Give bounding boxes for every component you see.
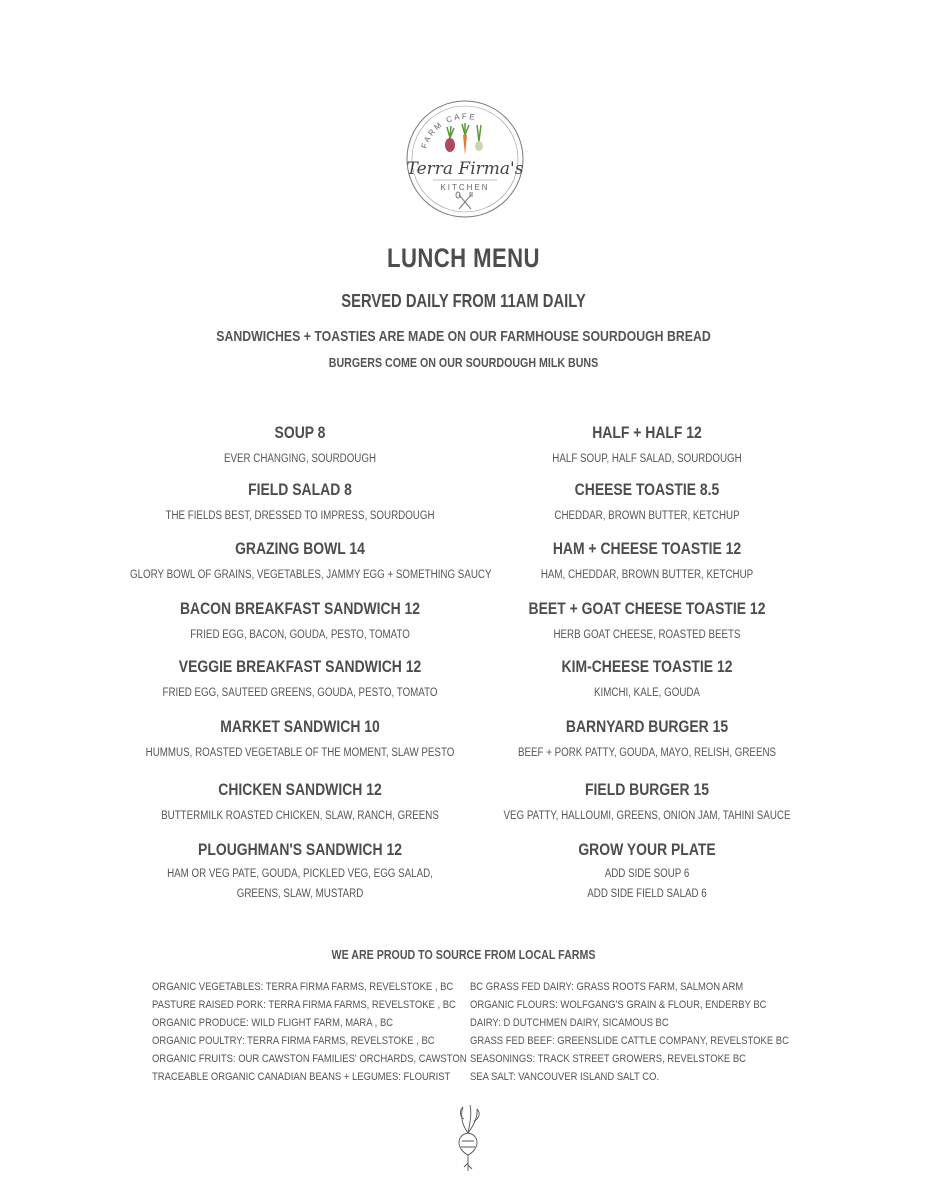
sourcing-line: SEA SALT: VANCOUVER ISLAND SALT CO. bbox=[470, 1071, 660, 1083]
menu-title: LUNCH MENU bbox=[387, 243, 540, 273]
logo-script-text: Terra Firma's bbox=[406, 159, 524, 179]
item-name: GROW YOUR PLATE bbox=[578, 840, 716, 859]
item-desc: HALF SOUP, HALF SALAD, SOURDOUGH bbox=[552, 453, 742, 465]
menu-item-beet-goat-cheese-toastie bbox=[447, 599, 847, 645]
item-desc-line2: GREENS, SLAW, MUSTARD bbox=[236, 888, 364, 900]
sourcing-line: ORGANIC FLOURS: WOLFGANG'S GRAIN & FLOUR, ENDERBY BC bbox=[470, 999, 767, 1011]
menu-item-chicken-sandwich bbox=[100, 780, 500, 826]
sourcing-line: DAIRY: D DUTCHMEN DAIRY, SICAMOUS BC bbox=[470, 1017, 669, 1029]
menu-item-kim-cheese-toastie bbox=[447, 657, 847, 703]
item-name: KIM-CHEESE TOASTIE 12 bbox=[561, 657, 733, 676]
sourcing-line: BC GRASS FED DAIRY: GRASS ROOTS FARM, SALMON ARM bbox=[470, 981, 744, 993]
item-name: FIELD SALAD 8 bbox=[248, 480, 352, 499]
crossed-fork-spoon-icon bbox=[456, 192, 472, 209]
sourcing-line: SEASONINGS: TRACK STREET GROWERS, REVELSTOKE BC bbox=[470, 1053, 746, 1065]
item-name: SOUP 8 bbox=[274, 423, 326, 442]
item-desc: CHEDDAR, BROWN BUTTER, KETCHUP bbox=[554, 510, 740, 522]
item-desc: HUMMUS, ROASTED VEGETABLE OF THE MOMENT, SLAW PESTO bbox=[145, 747, 455, 759]
menu-subtitle: SERVED DAILY FROM 11AM DAILY bbox=[341, 291, 586, 311]
item-name: CHEESE TOASTIE 8.5 bbox=[574, 480, 720, 499]
menu-item-ham-cheese-toastie bbox=[447, 539, 847, 585]
item-desc: HAM OR VEG PATE, GOUDA, PICKLED VEG, EGG SALAD, bbox=[167, 868, 433, 880]
beet-icon bbox=[448, 1103, 488, 1173]
item-name: BEET + GOAT CHEESE TOASTIE 12 bbox=[528, 599, 766, 618]
item-desc: FRIED EGG, SAUTEED GREENS, GOUDA, PESTO, TOMATO bbox=[162, 687, 438, 699]
menu-item-half-and-half bbox=[447, 423, 847, 469]
menu-item-soup bbox=[100, 423, 500, 469]
sourcing-line: ORGANIC POULTRY: TERRA FIRMA FARMS, REVELSTOKE , BC bbox=[152, 1035, 435, 1047]
item-name: FIELD BURGER 15 bbox=[585, 780, 709, 799]
item-name: BARNYARD BURGER 15 bbox=[565, 717, 729, 736]
menu-item-grow-your-plate bbox=[447, 840, 847, 904]
item-desc: HAM, CHEDDAR, BROWN BUTTER, KETCHUP bbox=[540, 569, 754, 581]
bread-note: SANDWICHES + TOASTIES ARE MADE ON OUR FARMHOUSE SOURDOUGH BREAD bbox=[216, 328, 711, 345]
sourcing-list-left bbox=[152, 978, 518, 1086]
item-desc: THE FIELDS BEST, DRESSED TO IMPRESS, SOURDOUGH bbox=[165, 510, 435, 522]
sourcing-line: ORGANIC PRODUCE: WILD FLIGHT FARM, MARA , BC bbox=[152, 1017, 394, 1029]
item-name: VEGGIE BREAKFAST SANDWICH 12 bbox=[178, 657, 422, 676]
menu-item-bacon-breakfast-sandwich bbox=[100, 599, 500, 645]
item-desc: ADD SIDE SOUP 6 bbox=[604, 868, 690, 880]
menu-item-ploughmans-sandwich bbox=[100, 840, 500, 904]
logo-bottom-text: KITCHEN bbox=[440, 183, 490, 192]
sourcing-line: TRACEABLE ORGANIC CANADIAN BEANS + LEGUMES: FLOURIST bbox=[152, 1071, 451, 1083]
item-name: PLOUGHMAN'S SANDWICH 12 bbox=[198, 840, 402, 859]
item-desc: BUTTERMILK ROASTED CHICKEN, SLAW, RANCH, GREENS bbox=[161, 810, 439, 822]
item-name: GRAZING BOWL 14 bbox=[235, 539, 365, 558]
sourcing-list-right bbox=[470, 978, 841, 1086]
sourcing-line: ORGANIC VEGETABLES: TERRA FIRMA FARMS, REVELSTOKE , BC bbox=[152, 981, 454, 993]
item-desc: KIMCHI, KALE, GOUDA bbox=[594, 687, 700, 699]
item-name: HAM + CHEESE TOASTIE 12 bbox=[552, 539, 742, 558]
item-desc: FRIED EGG, BACON, GOUDA, PESTO, TOMATO bbox=[190, 629, 410, 641]
item-name: CHICKEN SANDWICH 12 bbox=[218, 780, 382, 799]
menu-item-barnyard-burger bbox=[447, 717, 847, 763]
menu-item-field-burger bbox=[447, 780, 847, 826]
sourcing-line: ORGANIC FRUITS: OUR CAWSTON FAMILIES' ORCHARDS, CAWSTON bbox=[152, 1053, 467, 1065]
logo-top-text: FARM CAFE bbox=[419, 111, 478, 150]
menu-item-field-salad bbox=[100, 480, 500, 526]
item-name: BACON BREAKFAST SANDWICH 12 bbox=[179, 599, 421, 618]
buns-note: BURGERS COME ON OUR SOURDOUGH MILK BUNS bbox=[328, 355, 599, 370]
item-desc: GLORY BOWL OF GRAINS, VEGETABLES, JAMMY EGG + SOMETHING SAUCY bbox=[130, 569, 492, 581]
item-desc: HERB GOAT CHEESE, ROASTED BEETS bbox=[553, 629, 741, 641]
sourcing-line: GRASS FED BEEF: GREENSLIDE CATTLE COMPANY, REVELSTOKE BC bbox=[470, 1035, 789, 1047]
item-desc: VEG PATTY, HALLOUMI, GREENS, ONION JAM, TAHINI SAUCE bbox=[503, 810, 791, 822]
menu-item-veggie-breakfast-sandwich bbox=[100, 657, 500, 703]
item-name: HALF + HALF 12 bbox=[592, 423, 702, 442]
sourcing-title: WE ARE PROUD TO SOURCE FROM LOCAL FARMS bbox=[331, 947, 596, 962]
item-desc-line2: ADD SIDE FIELD SALAD 6 bbox=[587, 888, 707, 900]
vegetable-trio-icon bbox=[445, 123, 483, 155]
item-desc: BEEF + PORK PATTY, GOUDA, MAYO, RELISH, GREENS bbox=[517, 747, 777, 759]
item-desc: EVER CHANGING, SOURDOUGH bbox=[223, 453, 377, 465]
sourcing-line: PASTURE RAISED PORK: TERRA FIRMA FARMS, REVELSTOKE , BC bbox=[152, 999, 456, 1011]
menu-item-grazing-bowl bbox=[100, 539, 500, 585]
item-name: MARKET SANDWICH 10 bbox=[220, 717, 380, 736]
menu-item-cheese-toastie bbox=[447, 480, 847, 526]
cafe-logo bbox=[395, 97, 535, 222]
menu-item-market-sandwich bbox=[100, 717, 500, 763]
